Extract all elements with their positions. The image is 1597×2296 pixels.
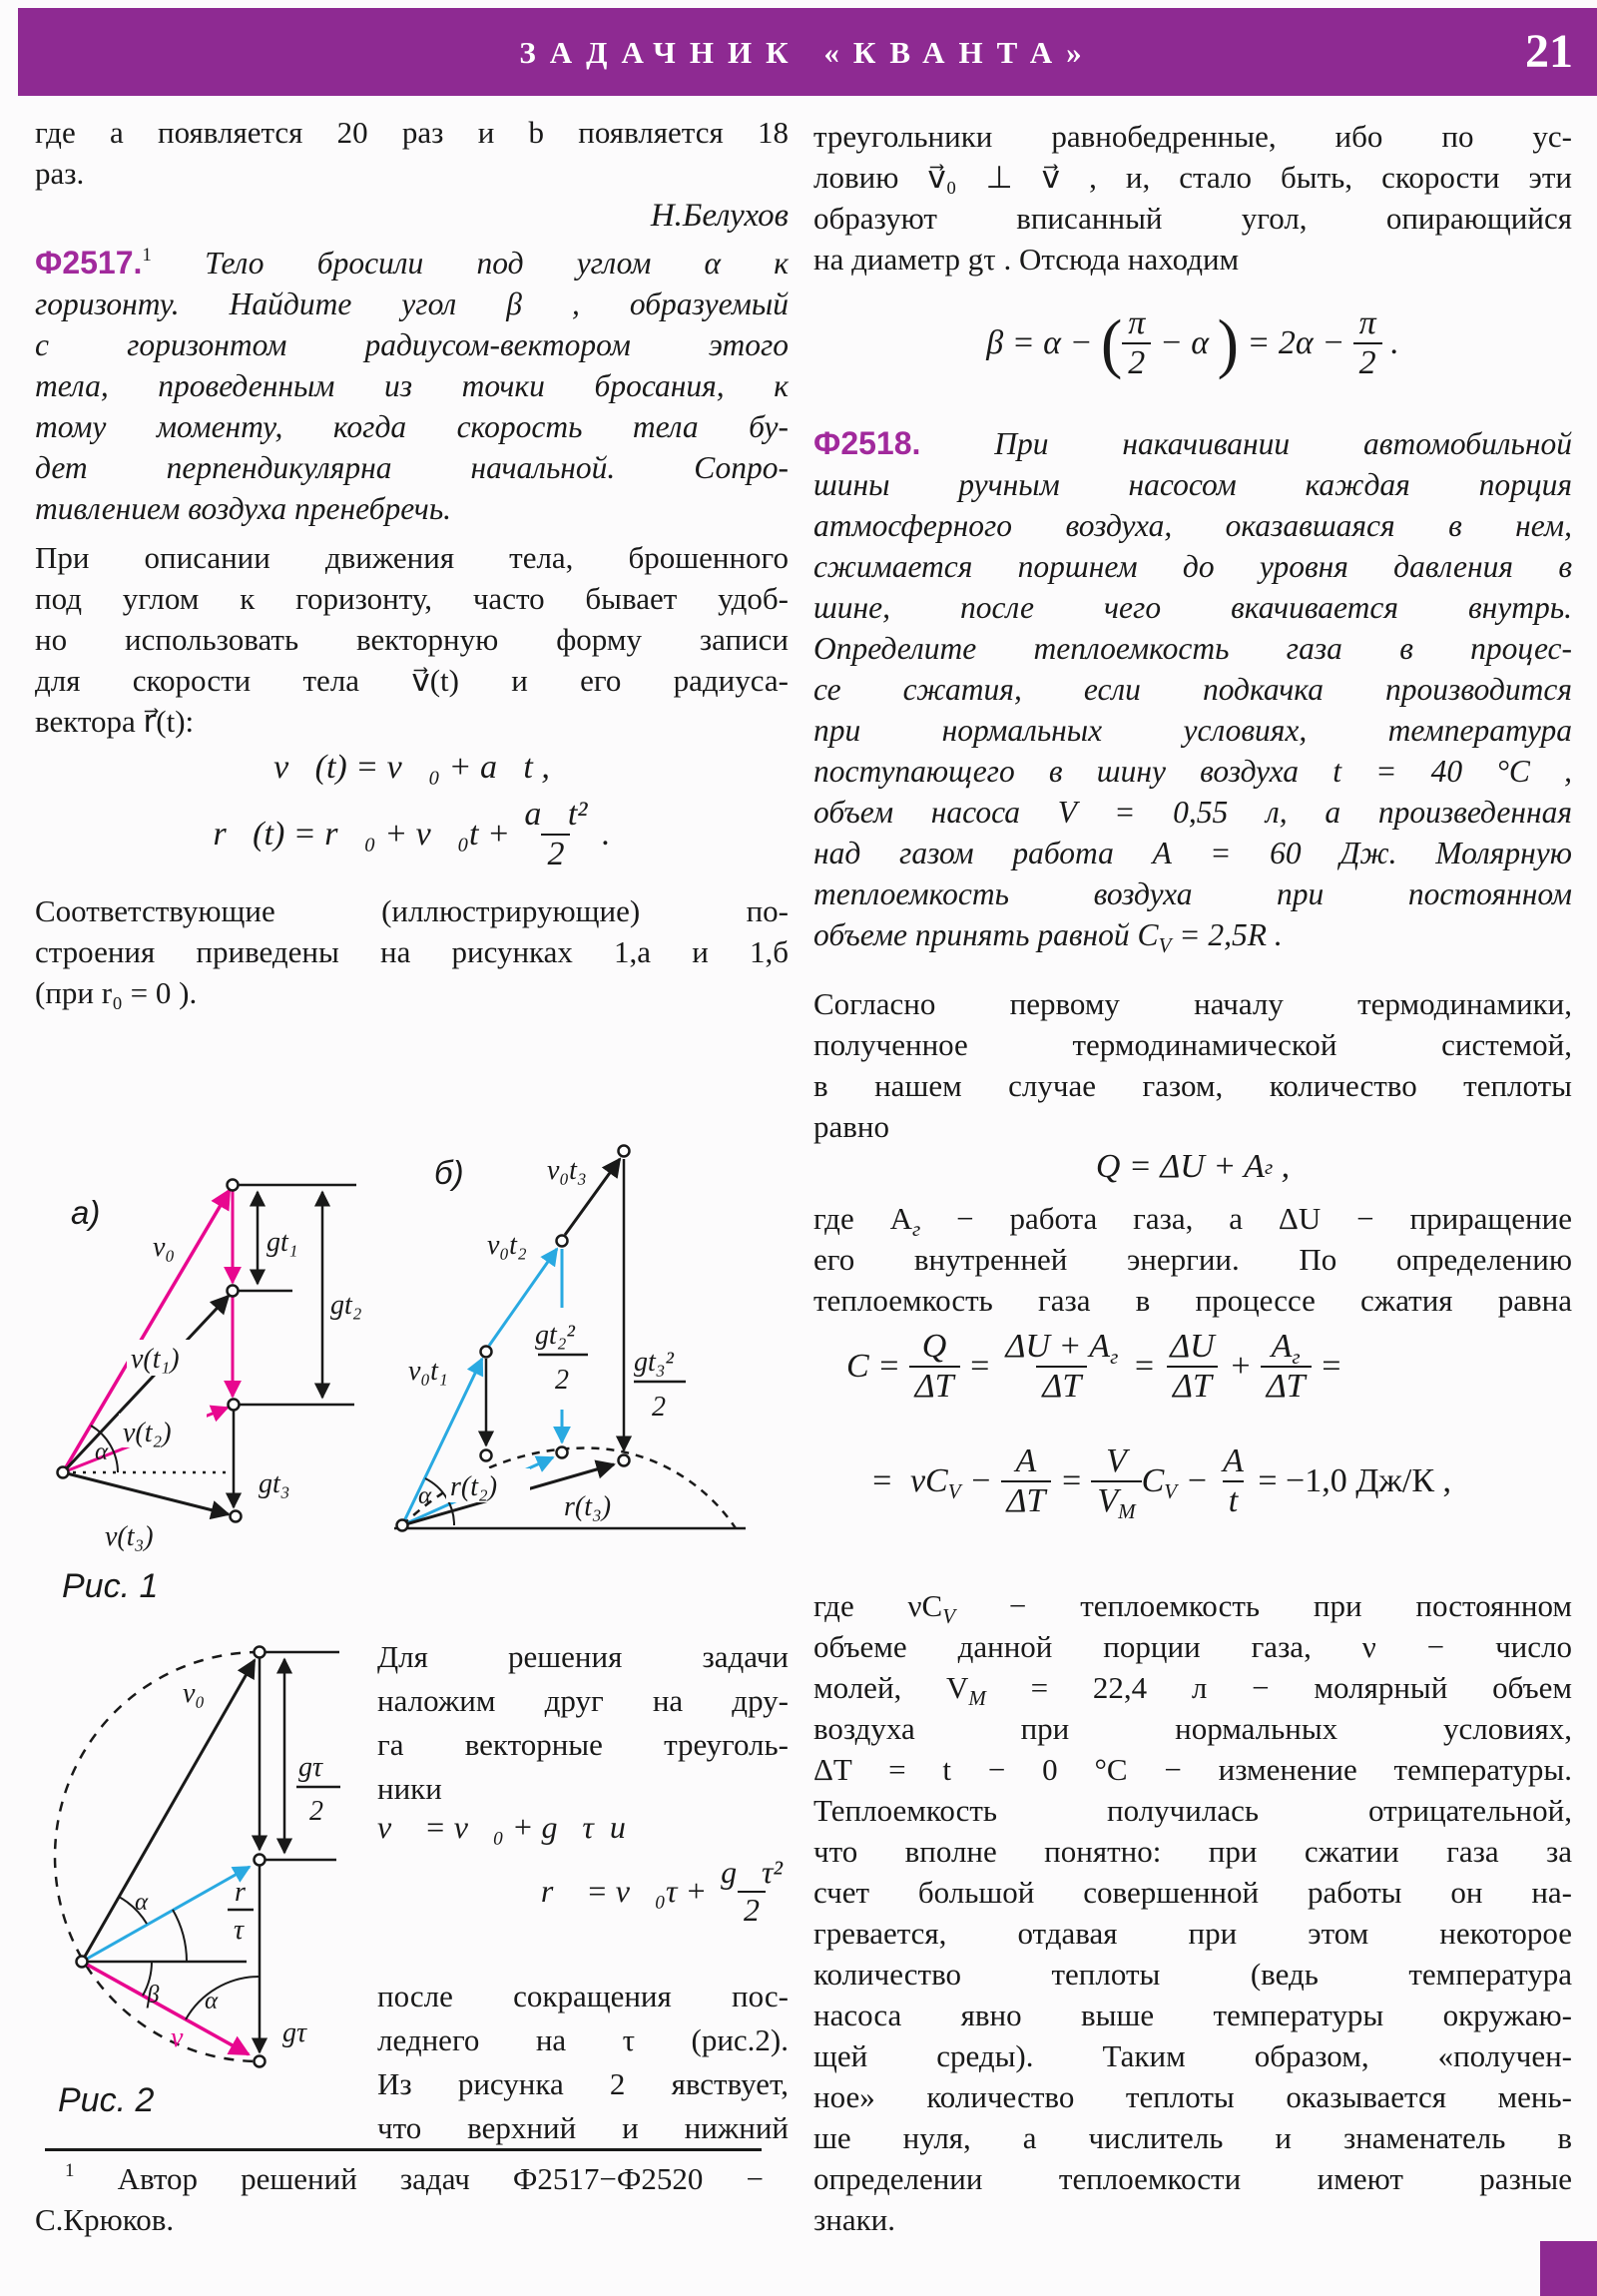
text-line bbox=[813, 1667, 1572, 1708]
formula-text bbox=[870, 1462, 961, 1504]
formula-text: v⃗ = v⃗₀ + g⃗τ и bbox=[377, 1809, 626, 1845]
problem-number: Ф2518. bbox=[813, 425, 921, 461]
v-t3-label: v(t₃) bbox=[105, 1521, 154, 1552]
text-line: теплоемкость газа в процессе сжатия равна bbox=[813, 1283, 1572, 1318]
text-line: количество теплоты (ведь температура bbox=[813, 1957, 1572, 1992]
formula-text: = bbox=[1124, 1348, 1165, 1386]
gt3-label: gt₃ bbox=[259, 1468, 290, 1499]
bottom-point bbox=[255, 2056, 266, 2067]
text-line: вектора r⃗(t): bbox=[35, 704, 195, 739]
formula-text: r⃗(t) = r⃗₀ + v⃗₀t + bbox=[213, 816, 519, 854]
footnote-ref: 1 bbox=[142, 245, 152, 266]
text-line: знаки. bbox=[813, 2202, 895, 2237]
v0t2-label: v₀t₂ bbox=[487, 1230, 527, 1261]
v-vector bbox=[82, 1962, 249, 2054]
gt2-frac-den: 2 bbox=[555, 1365, 569, 1396]
point-t1 bbox=[228, 1286, 239, 1297]
text-line: где a появляется 20 раз и b появляется 18 bbox=[35, 115, 789, 150]
solution-text-lower bbox=[377, 1975, 789, 2150]
section-title: ЗАДАЧНИК «КВАНТА» bbox=[519, 35, 1096, 70]
text-line: ное» количество теплоты оказывается мень- bbox=[813, 2079, 1572, 2114]
author-name: Н.Белухов bbox=[650, 198, 789, 234]
text-line: гревается, отдавая при этом некоторое bbox=[813, 1916, 1572, 1951]
fraction bbox=[1122, 304, 1151, 382]
r-t2-label: r(t₂) bbox=[450, 1471, 498, 1502]
text-line bbox=[35, 2158, 764, 2199]
paragraph-sootv bbox=[35, 890, 789, 1013]
formula-text: Q = ΔU + A bbox=[1095, 1148, 1265, 1185]
alpha-top-label: α bbox=[135, 1889, 149, 1916]
origin-point bbox=[397, 1520, 408, 1531]
text-line bbox=[813, 1198, 1572, 1239]
text-line: Для решения задачи bbox=[377, 1639, 789, 1674]
formula-text bbox=[1141, 1462, 1178, 1504]
v-t2-label: v(t₂) bbox=[123, 1418, 172, 1448]
alpha-arc-bottom bbox=[186, 1977, 260, 2019]
point-v0t1 bbox=[481, 1347, 492, 1358]
text-line: воздуха при нормальных условиях, bbox=[813, 1711, 1572, 1746]
numerator: A bbox=[1223, 1442, 1244, 1479]
page-header bbox=[18, 8, 1597, 96]
text-span: ΔU + A bbox=[1005, 1328, 1111, 1365]
text-line: Соответствующие (иллюстрирующие) по- bbox=[35, 893, 789, 928]
gt2-label: gt₂ bbox=[330, 1290, 362, 1321]
text-line: определении теплоемкости имеют разные bbox=[813, 2161, 1572, 2196]
v0-vector bbox=[82, 1660, 255, 1962]
text-line: При описании движения тела, брошенного bbox=[35, 540, 789, 575]
text-span: A bbox=[1271, 1328, 1293, 1365]
gt2-frac-num: gt₂² bbox=[535, 1320, 575, 1351]
text-line: образуют вписанный угол, опирающийся bbox=[813, 201, 1572, 236]
subscript: V bbox=[942, 1604, 956, 1628]
paragraph-intro bbox=[35, 112, 789, 194]
figure-2-caption: Рис. 2 bbox=[58, 2081, 155, 2119]
text-span: где νC bbox=[813, 1588, 943, 1623]
formula-text: = bbox=[1311, 1348, 1343, 1386]
text-line: полученное термодинамической системой, bbox=[813, 1027, 1572, 1062]
text-line: шине, после чего вкачивается внутрь. bbox=[813, 590, 1572, 625]
text-line: горизонту. Найдите угол β , образуемый bbox=[35, 287, 789, 321]
v-label: v bbox=[171, 2022, 184, 2053]
text-line: строения приведены на рисунках 1,а и 1,б bbox=[35, 934, 789, 969]
text-line: щей среды). Таким образом, «получен- bbox=[813, 2038, 1572, 2073]
text-line: раз. bbox=[35, 156, 85, 191]
text-span: где A bbox=[813, 1201, 912, 1236]
panel-label: а) bbox=[71, 1194, 101, 1231]
text-line bbox=[813, 423, 1572, 464]
point-t2 bbox=[229, 1400, 240, 1411]
text-span: объеме принять равной C bbox=[813, 917, 1159, 952]
problem-2517 bbox=[35, 243, 789, 529]
text-line: леднего на τ (рис.2). bbox=[377, 2022, 789, 2057]
text-line: под углом к горизонту, часто бывает удоб- bbox=[35, 581, 789, 616]
text-span: V bbox=[1097, 1482, 1119, 1520]
fraction bbox=[1164, 1328, 1221, 1406]
text-line: треугольники равнобедренные, ибо по ус- bbox=[813, 119, 1572, 154]
formula-text: v⃗(t) = v⃗₀ + a⃗t , bbox=[273, 749, 550, 786]
v0-label: v₀ bbox=[183, 1678, 206, 1709]
text-line: насоса явно выше температуры окружаю- bbox=[813, 1998, 1572, 2032]
text-line: при нормальных условиях, температура bbox=[813, 713, 1572, 748]
subscript: V bbox=[1158, 933, 1172, 957]
formula-text: , bbox=[1273, 1148, 1291, 1185]
r-over-tau-vector bbox=[82, 1867, 250, 1962]
text-span: молей, V bbox=[813, 1670, 969, 1705]
numerator: a⃗t² bbox=[524, 796, 588, 833]
text-line: наложим друг на дру- bbox=[377, 1683, 789, 1718]
paragraph-first-law bbox=[813, 983, 1572, 1147]
formula-v-overlay bbox=[377, 1809, 789, 1846]
text-line: поступающего в шину воздуха t = 40 °C , bbox=[813, 754, 1572, 789]
text-line: ΔT = t − 0 °C − изменение температуры. bbox=[813, 1752, 1572, 1787]
text-line: тивлением воздуха пренебречь. bbox=[35, 491, 452, 526]
beta-label: β bbox=[147, 1982, 160, 2009]
subscript: М bbox=[968, 1686, 986, 1710]
text-line: дет перпендикулярна начальной. Сопро- bbox=[35, 450, 789, 485]
fraction bbox=[1001, 1442, 1052, 1520]
formula-radius bbox=[35, 796, 789, 873]
text-line: тому моменту, когда скорость тела бу- bbox=[35, 409, 789, 444]
text-line: на диаметр gτ . Отсюда находим bbox=[813, 242, 1240, 277]
paragraph-triangles bbox=[813, 116, 1572, 280]
text-line: ше нуля, а числитель и знаменатель в bbox=[813, 2120, 1572, 2155]
formula-text: − bbox=[1177, 1462, 1218, 1500]
text-line: Определите теплоемкость газа в процес- bbox=[813, 631, 1572, 666]
text-span: Тело бросили под углом α к bbox=[205, 246, 789, 281]
v0t1-label: v₀t₁ bbox=[408, 1356, 448, 1387]
denominator: ΔT bbox=[1036, 1366, 1087, 1406]
text-line: (при r₀ = 0 ). bbox=[35, 975, 198, 1010]
text-span: C bbox=[1141, 1462, 1165, 1500]
denominator: 2 bbox=[738, 1891, 766, 1929]
problem-2518 bbox=[813, 423, 1572, 955]
gt3-frac-num: gt₃² bbox=[634, 1347, 674, 1378]
fraction bbox=[1091, 1442, 1141, 1524]
paragraph-work-def bbox=[813, 1198, 1572, 1321]
text-line: объем насоса V = 0,55 л, а произведенная bbox=[813, 795, 1572, 830]
figure-1b-radius-diagram bbox=[394, 1138, 803, 1597]
text-line: Теплоемкость получилась отрицательной, bbox=[813, 1793, 1572, 1828]
denominator: ΔT bbox=[1167, 1366, 1218, 1406]
formula-text: = bbox=[1051, 1462, 1092, 1500]
point-r2 bbox=[557, 1447, 568, 1458]
gt3-frac-den: 2 bbox=[652, 1392, 666, 1423]
text-line: ники bbox=[377, 1771, 442, 1806]
author-line bbox=[35, 196, 789, 237]
footnote-marker: 1 bbox=[65, 2160, 75, 2181]
v0t3-label: v₀t₃ bbox=[547, 1155, 587, 1186]
formula-text: = 2α − bbox=[1238, 324, 1353, 361]
footnote-divider bbox=[45, 2148, 762, 2151]
text-line: атмосферного воздуха, оказавшаяся в нем, bbox=[813, 508, 1572, 543]
formula-capacity-1 bbox=[846, 1328, 1342, 1406]
numerator: π bbox=[1358, 303, 1376, 341]
text-line: шины ручным насосом каждая порция bbox=[813, 467, 1572, 502]
text-span: При накачивании автомобильной bbox=[994, 426, 1572, 461]
point-t3 bbox=[231, 1511, 242, 1522]
subscript: г bbox=[1292, 1345, 1301, 1369]
subscript: V bbox=[947, 1479, 961, 1504]
text-line: Согласно первому началу термодинамики, bbox=[813, 986, 1572, 1021]
gt1-label: gt₁ bbox=[266, 1227, 298, 1258]
text-line: но использовать векторную форму записи bbox=[35, 622, 789, 657]
v-t3-vector bbox=[63, 1472, 229, 1514]
subscript: г bbox=[911, 1217, 921, 1241]
text-span: − теплоемкость при постоянном bbox=[955, 1588, 1572, 1623]
fraction bbox=[715, 1855, 789, 1929]
text-line: с горизонтом радиусом-вектором этого bbox=[35, 327, 789, 362]
numerator: A bbox=[1015, 1442, 1037, 1479]
text-line: его внутренней энергии. По определению bbox=[813, 1242, 1572, 1277]
text-line: Из рисунка 2 явствует, bbox=[377, 2066, 789, 2101]
text-line: равно bbox=[813, 1109, 889, 1144]
corner-accent bbox=[1540, 2241, 1597, 2296]
denominator: 2 bbox=[541, 834, 570, 873]
text-span: = νC bbox=[870, 1462, 948, 1500]
text-span: = 2,5R . bbox=[1171, 917, 1283, 952]
angle-arc-mid bbox=[173, 1910, 187, 1962]
paragraph-vector-form bbox=[35, 537, 789, 742]
point-v0t3 bbox=[619, 1146, 630, 1157]
text-line: после сокращения пос- bbox=[377, 1979, 789, 2013]
text-line: се сжатия, если подкачка производится bbox=[813, 672, 1572, 707]
footnote bbox=[35, 2158, 764, 2240]
figure-1a-velocity-diagram bbox=[35, 1138, 379, 1557]
subscript: V bbox=[1164, 1479, 1178, 1504]
fraction bbox=[999, 1328, 1124, 1406]
r-t3-label: r(t₃) bbox=[564, 1491, 612, 1522]
text-line: что верхний и нижний bbox=[377, 2110, 789, 2145]
formula-capacity-2 bbox=[870, 1442, 1452, 1524]
text-line: для скорости тела v⃗(t) и его радиуса- bbox=[35, 663, 789, 698]
fraction bbox=[1353, 304, 1382, 382]
numerator: Q bbox=[921, 1328, 947, 1365]
text-line: тела, проведенным из точки бросания, к bbox=[35, 368, 789, 403]
formula-text: = bbox=[959, 1348, 1000, 1386]
denominator bbox=[1091, 1480, 1141, 1524]
formula-text: + bbox=[1220, 1348, 1261, 1386]
v-t1-label: v(t₁) bbox=[131, 1344, 180, 1375]
text-line bbox=[35, 243, 789, 284]
alpha-label: α bbox=[95, 1438, 109, 1465]
denominator: 2 bbox=[1353, 342, 1382, 382]
text-line: теплоемкость воздуха при постоянном bbox=[813, 876, 1572, 911]
denominator: 2 bbox=[1122, 342, 1151, 382]
formula-text: − α bbox=[1151, 324, 1218, 361]
text-line: над газом работа A = 60 Дж. Молярную bbox=[813, 836, 1572, 870]
numerator: V bbox=[1106, 1442, 1127, 1479]
panel-label: б) bbox=[434, 1154, 464, 1191]
formula-text: . bbox=[1381, 324, 1399, 361]
gtau-frac-den: 2 bbox=[309, 1796, 323, 1827]
formula-result: = −1,0 Дж/К , bbox=[1249, 1462, 1452, 1500]
text-line: что вполне понятно: при сжатии газа за bbox=[813, 1834, 1572, 1869]
point-v0t2 bbox=[557, 1236, 568, 1247]
formula-text: − bbox=[960, 1462, 1001, 1500]
point-r1 bbox=[481, 1450, 492, 1461]
problem-number: Ф2517. bbox=[35, 245, 143, 281]
fraction bbox=[909, 1328, 960, 1406]
formula-r-overlay bbox=[377, 1855, 789, 1929]
origin-point bbox=[77, 1957, 88, 1968]
formula-text: r⃗ = v⃗₀τ + bbox=[540, 1873, 716, 1910]
numerator: π bbox=[1128, 303, 1146, 341]
solution-text-upper bbox=[377, 1635, 789, 1811]
point-r3 bbox=[619, 1455, 630, 1466]
text-line bbox=[813, 914, 1572, 955]
formula-text: β = α − bbox=[986, 324, 1101, 361]
denominator: t bbox=[1223, 1480, 1244, 1520]
denominator: ΔT bbox=[1001, 1480, 1052, 1520]
figure-1-caption: Рис. 1 bbox=[62, 1567, 159, 1605]
gtau-frac-num: gτ bbox=[298, 1752, 323, 1783]
top-point bbox=[255, 1647, 266, 1658]
text-line: в нашем случае газом, количество теплоты bbox=[813, 1068, 1572, 1103]
page-number: 21 bbox=[1525, 25, 1573, 78]
numerator: ΔU bbox=[1170, 1328, 1215, 1365]
r-frac-den: τ bbox=[234, 1915, 245, 1946]
text-line: сжимается поршнем до уровня давления в bbox=[813, 549, 1572, 584]
numerator bbox=[1266, 1328, 1307, 1369]
paragraph-discussion bbox=[813, 1585, 1572, 2240]
numerator bbox=[999, 1328, 1124, 1369]
subscript: М bbox=[1118, 1499, 1136, 1524]
denominator: ΔT bbox=[1261, 1366, 1312, 1406]
alpha-label: α bbox=[418, 1482, 432, 1509]
subscript: г bbox=[1110, 1345, 1119, 1369]
text-line bbox=[813, 1585, 1572, 1626]
text-line: ловию v⃗₀ ⊥ v⃗ , и, стало быть, скорости эти bbox=[813, 160, 1572, 195]
formula-velocity bbox=[35, 749, 789, 787]
formula-beta: β = α − ( $\frac{\pi}{2}$ − α ) = 2α − $\frac{\pi}{2}$ . bbox=[986, 303, 1399, 381]
text-span: − работа газа, а ΔU − приращение bbox=[920, 1201, 1573, 1236]
fraction bbox=[518, 796, 593, 873]
text-line: С.Крюков. bbox=[35, 2202, 175, 2237]
mid-point bbox=[255, 1855, 266, 1866]
origin-point bbox=[58, 1467, 69, 1478]
text-line: счет большой совершенной работы он на- bbox=[813, 1875, 1572, 1910]
point-v0 bbox=[228, 1180, 239, 1191]
formula-text: . bbox=[593, 816, 611, 854]
denominator: ΔT bbox=[909, 1366, 960, 1406]
text-span: Автор решений задач Ф2517−Ф2520 − bbox=[74, 2161, 764, 2196]
alpha-bottom-label: α bbox=[205, 1988, 219, 2014]
r-frac-num: r bbox=[235, 1877, 246, 1908]
formula-text: C = bbox=[846, 1348, 909, 1386]
text-line: га векторные треуголь- bbox=[377, 1727, 789, 1762]
numerator: g⃗τ² bbox=[721, 1854, 783, 1890]
fraction bbox=[1261, 1328, 1312, 1406]
text-span: = 22,4 л − молярный объем bbox=[985, 1670, 1572, 1705]
formula-heat: Q = ΔU + A г , bbox=[1095, 1148, 1291, 1185]
v0-label: v₀ bbox=[153, 1232, 176, 1263]
gtau-label: gτ bbox=[282, 2017, 307, 2048]
text-line: объеме данной порции газа, ν − число bbox=[813, 1629, 1572, 1664]
fraction bbox=[1217, 1442, 1250, 1520]
